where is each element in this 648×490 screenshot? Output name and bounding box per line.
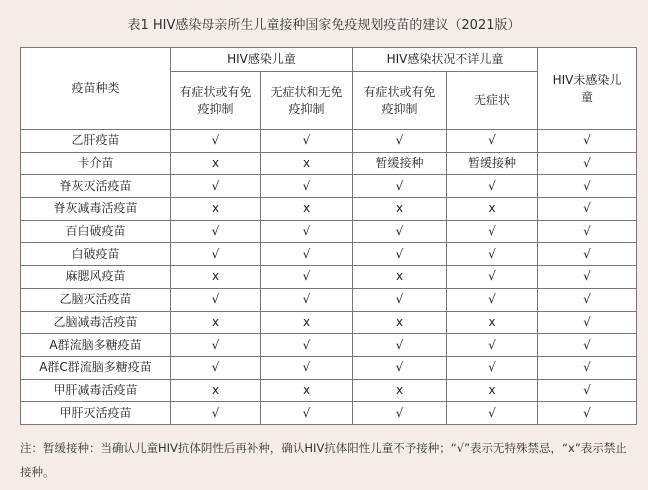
infected-symptomatic-cell: √ — [171, 402, 261, 425]
table-row — [21, 220, 637, 243]
infected-symptomatic-cell: √ — [171, 220, 261, 243]
not-infected-cell: √ — [538, 288, 637, 311]
table-row — [21, 379, 637, 402]
table-row — [21, 402, 637, 425]
not-infected-cell: √ — [538, 130, 637, 153]
unknown-symptomatic-cell: √ — [353, 130, 447, 153]
not-infected-cell: √ — [538, 379, 637, 402]
vaccine-name-cell: 乙肝疫苗 — [21, 130, 171, 153]
unknown-symptomatic-cell: √ — [353, 243, 447, 266]
subheader-asymptomatic-no-immunosuppression: 无症状和无免疫抑制 — [261, 72, 353, 130]
unknown-symptomatic-cell: x — [353, 379, 447, 402]
table-row — [21, 198, 637, 221]
infected-symptomatic-cell: x — [171, 311, 261, 334]
infected-asymptomatic-cell: √ — [261, 334, 353, 357]
table-row — [21, 356, 637, 379]
infected-symptomatic-cell: √ — [171, 334, 261, 357]
not-infected-cell: √ — [538, 402, 637, 425]
table-row — [21, 152, 637, 175]
unknown-asymptomatic-cell: √ — [447, 402, 538, 425]
infected-asymptomatic-cell: √ — [261, 130, 353, 153]
not-infected-cell: √ — [538, 311, 637, 334]
infected-asymptomatic-cell: √ — [261, 175, 353, 198]
vaccine-name-cell: 卡介苗 — [21, 152, 171, 175]
infected-symptomatic-cell: √ — [171, 175, 261, 198]
table-row — [21, 175, 637, 198]
unknown-symptomatic-cell: √ — [353, 334, 447, 357]
infected-asymptomatic-cell: x — [261, 311, 353, 334]
not-infected-cell: √ — [538, 152, 637, 175]
vaccine-name-cell: 乙脑减毒活疫苗 — [21, 311, 171, 334]
unknown-symptomatic-cell: √ — [353, 356, 447, 379]
table-row — [21, 243, 637, 266]
infected-symptomatic-cell: x — [171, 266, 261, 289]
vaccine-table-container — [20, 47, 636, 425]
vaccine-name-cell: 麻腮风疫苗 — [21, 266, 171, 289]
header-hiv-infected: HIV感染儿童 — [171, 48, 353, 72]
table-row — [21, 266, 637, 289]
unknown-symptomatic-cell: √ — [353, 175, 447, 198]
unknown-symptomatic-cell: √ — [353, 220, 447, 243]
not-infected-cell: √ — [538, 334, 637, 357]
not-infected-cell: √ — [538, 220, 637, 243]
header-vaccine-type: 疫苗种类 — [21, 48, 171, 130]
unknown-asymptomatic-cell: x — [447, 311, 538, 334]
unknown-symptomatic-cell: 暂缓接种 — [353, 152, 447, 175]
infected-asymptomatic-cell: x — [261, 379, 353, 402]
infected-symptomatic-cell: √ — [171, 356, 261, 379]
header-hiv-unknown: HIV感染状况不详儿童 — [353, 48, 538, 72]
vaccine-name-cell: 白破疫苗 — [21, 243, 171, 266]
unknown-asymptomatic-cell: x — [447, 198, 538, 221]
not-infected-cell: √ — [538, 266, 637, 289]
vaccine-recommendation-table — [20, 47, 637, 425]
infected-asymptomatic-cell: √ — [261, 243, 353, 266]
unknown-asymptomatic-cell: √ — [447, 175, 538, 198]
subheader-symptomatic: 有症状或有免疫抑制 — [171, 72, 261, 130]
unknown-asymptomatic-cell: x — [447, 379, 538, 402]
table-caption: 表1 HIV感染母亲所生儿童接种国家免疫规划疫苗的建议（2021版） — [127, 18, 521, 33]
vaccine-name-cell: 脊灰减毒活疫苗 — [21, 198, 171, 221]
vaccine-name-cell: 百白破疫苗 — [21, 220, 171, 243]
not-infected-cell: √ — [538, 243, 637, 266]
unknown-asymptomatic-cell: 暂缓接种 — [447, 152, 538, 175]
infected-symptomatic-cell: x — [171, 379, 261, 402]
infected-asymptomatic-cell: x — [261, 152, 353, 175]
vaccine-name-cell: 脊灰灭活疫苗 — [21, 175, 171, 198]
vaccine-name-cell: A群流脑多糖疫苗 — [21, 334, 171, 357]
infected-symptomatic-cell: √ — [171, 243, 261, 266]
unknown-symptomatic-cell: x — [353, 311, 447, 334]
infected-asymptomatic-cell: √ — [261, 356, 353, 379]
unknown-asymptomatic-cell: √ — [447, 288, 538, 311]
table-body — [21, 130, 637, 425]
vaccine-name-cell: 甲肝减毒活疫苗 — [21, 379, 171, 402]
header-hiv-not-infected: HIV未感染儿童 — [538, 48, 637, 130]
table-row — [21, 288, 637, 311]
unknown-asymptomatic-cell: √ — [447, 334, 538, 357]
infected-symptomatic-cell: √ — [171, 288, 261, 311]
vaccine-name-cell: 乙脑灭活疫苗 — [21, 288, 171, 311]
infected-symptomatic-cell: x — [171, 198, 261, 221]
infected-symptomatic-cell: √ — [171, 130, 261, 153]
unknown-asymptomatic-cell: √ — [447, 356, 538, 379]
table-footnote: 注：暂缓接种：当确认儿童HIV抗体阴性后再补种，确认HIV抗体阳性儿童不予接种；“√”表示无特殊禁忌，“x”表示禁止接种。 — [20, 441, 627, 479]
not-infected-cell: √ — [538, 198, 637, 221]
vaccine-name-cell: 甲肝灭活疫苗 — [21, 402, 171, 425]
infected-symptomatic-cell: x — [171, 152, 261, 175]
table-row — [21, 334, 637, 357]
not-infected-cell: √ — [538, 356, 637, 379]
unknown-asymptomatic-cell: √ — [447, 130, 538, 153]
unknown-asymptomatic-cell: √ — [447, 243, 538, 266]
unknown-symptomatic-cell: √ — [353, 402, 447, 425]
not-infected-cell: √ — [538, 175, 637, 198]
subheader-unknown-symptomatic: 有症状或有免疫抑制 — [353, 72, 447, 130]
infected-asymptomatic-cell: √ — [261, 288, 353, 311]
vaccine-name-cell: A群C群流脑多糖疫苗 — [21, 356, 171, 379]
unknown-symptomatic-cell: x — [353, 266, 447, 289]
infected-asymptomatic-cell: √ — [261, 266, 353, 289]
unknown-symptomatic-cell: x — [353, 198, 447, 221]
unknown-asymptomatic-cell: √ — [447, 266, 538, 289]
infected-asymptomatic-cell: x — [261, 198, 353, 221]
table-row — [21, 311, 637, 334]
subheader-unknown-asymptomatic: 无症状 — [447, 72, 538, 130]
infected-asymptomatic-cell: √ — [261, 402, 353, 425]
infected-asymptomatic-cell: √ — [261, 220, 353, 243]
table-row — [21, 130, 637, 153]
unknown-asymptomatic-cell: √ — [447, 220, 538, 243]
unknown-symptomatic-cell: √ — [353, 288, 447, 311]
